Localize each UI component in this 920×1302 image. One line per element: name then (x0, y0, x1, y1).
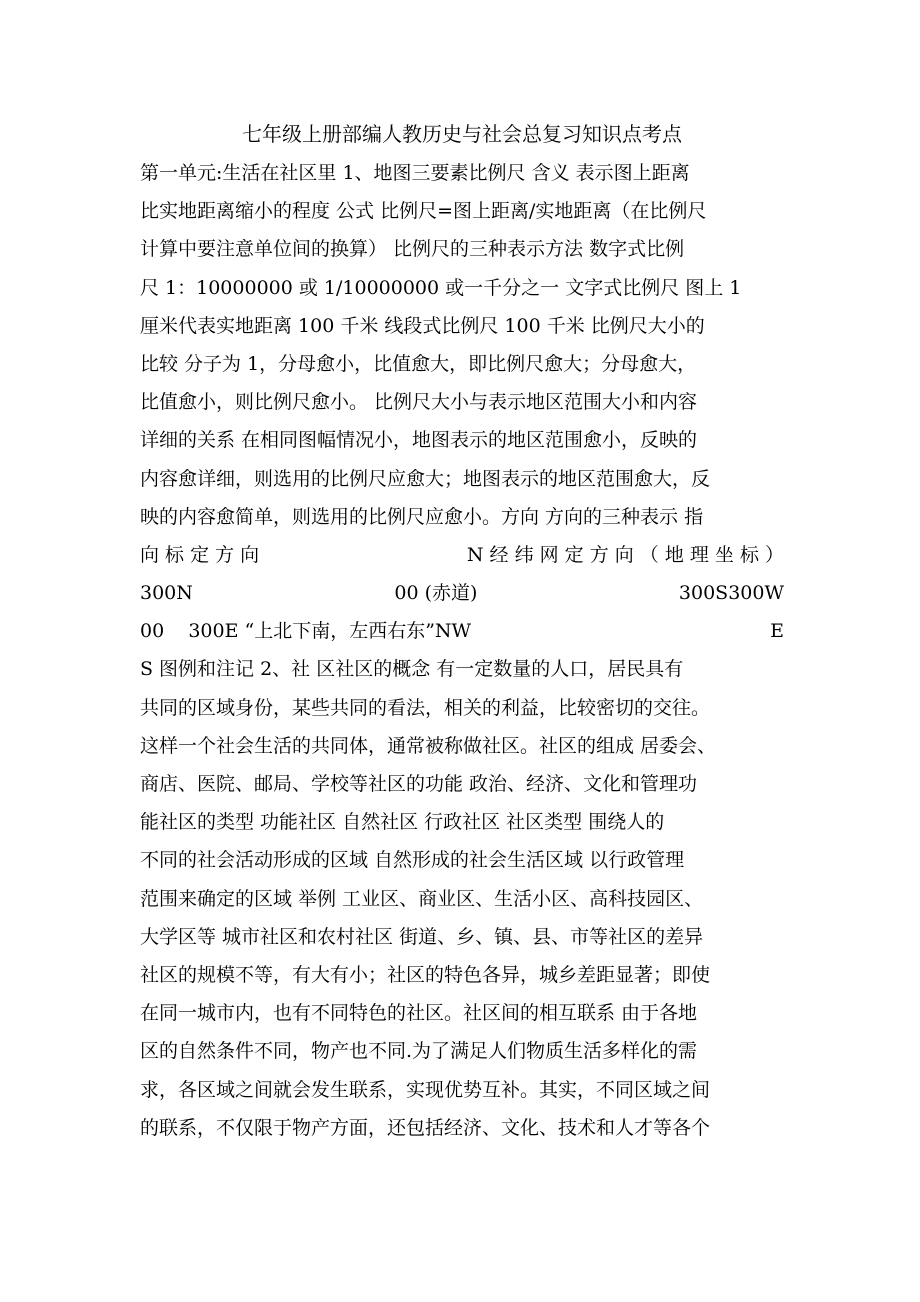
text-line-split (140, 574, 784, 612)
text-line: 在同一城市内，也有不同特色的社区。社区间的相互联系 由于各地 (140, 1002, 698, 1025)
text-line: 社区的规模不等，有大有小；社区的特色各异，城乡差距显著；即使 (140, 963, 711, 986)
text-segment: 300N (140, 582, 193, 605)
text-line: 厘米代表实地距离 100 千米 线段式比例尺 100 千米 比例尺大小的 (140, 314, 705, 337)
text-segment: 向 标 定 方 向 (140, 543, 260, 566)
document-title: 七年级上册部编人教历史与社会总复习知识点考点 (242, 122, 682, 146)
text-line-split (140, 536, 784, 574)
text-line: 区的自然条件不同，物产也不同.为了满足人们物质生活多样化的需 (140, 1040, 698, 1063)
text-line: 内容愈详细，则选用的比例尺应愈大；地图表示的地区范围愈大，反 (140, 467, 711, 490)
text-line: 比实地距离缩小的程度 公式 比例尺=图上距离/实地距离（在比例尺 (140, 200, 707, 223)
text-line: 能社区的类型 功能社区 自然社区 行政社区 社区类型 围绕人的 (140, 811, 665, 834)
text-line: 尺 1：10000000 或 1/10000000 或一千分之一 文字式比例尺 图上 1 (140, 276, 742, 299)
document-body (140, 154, 784, 1147)
text-line: 商店、医院、邮局、学校等社区的功能 政治、经济、文化和管理功 (140, 773, 698, 795)
text-segment: N 经 纬 网 定 方 向 （ 地 理 坐 标 ） (466, 543, 784, 566)
text-line: 第一单元:生活在社区里 1、地图三要素比例尺 含义 表示图上距离 (140, 162, 690, 184)
text-segment: 300S300W (678, 582, 784, 605)
text-segment: 00 (赤道) (394, 582, 478, 605)
text-line: 求，各区域之间就会发生联系，实现优势互补。其实，不同区域之间 (140, 1078, 711, 1101)
text-line: 比值愈小，则比例尺愈小。 比例尺大小与表示地区范围大小和内容 (140, 391, 698, 414)
text-line: 详细的关系 在相同图幅情况小，地图表示的地区范围愈小，反映的 (140, 429, 698, 452)
text-line: 映的内容愈简单，则选用的比例尺应愈小。方向 方向的三种表示 指 (140, 505, 704, 528)
text-line: S 图例和注记 2、社 区社区的概念 有一定数量的人口，居民具有 (140, 658, 684, 681)
text-line: 计算中要注意单位间的换算） 比例尺的三种表示方法 数字式比例 (140, 238, 685, 261)
text-line: 不同的社会活动形成的区域 自然形成的社会生活区域 以行政管理 (140, 849, 685, 872)
text-line: 的联系，不仅限于物产方面，还包括经济、文化、技术和人才等各个 (140, 1116, 711, 1139)
text-line: 大学区等 城市社区和农村社区 街道、乡、镇、县、市等社区的差异 (140, 925, 704, 948)
text-line-split (140, 612, 784, 650)
text-segment: 00 300E “上北下南，左西右东”NW (140, 620, 472, 643)
text-line: 比较 分子为 1，分母愈小，比值愈大，即比例尺愈大；分母愈大， (140, 352, 697, 375)
text-line: 范围来确定的区域 举例 工业区、商业区、生活小区、高科技园区、 (140, 887, 704, 910)
text-line: 这样一个社会生活的共同体，通常被称做社区。社区的组成 居委会、 (140, 734, 717, 757)
text-line: 共同的区域身份，某些共同的看法，相关的利益，比较密切的交往。 (140, 696, 711, 719)
text-segment: E (770, 620, 784, 643)
